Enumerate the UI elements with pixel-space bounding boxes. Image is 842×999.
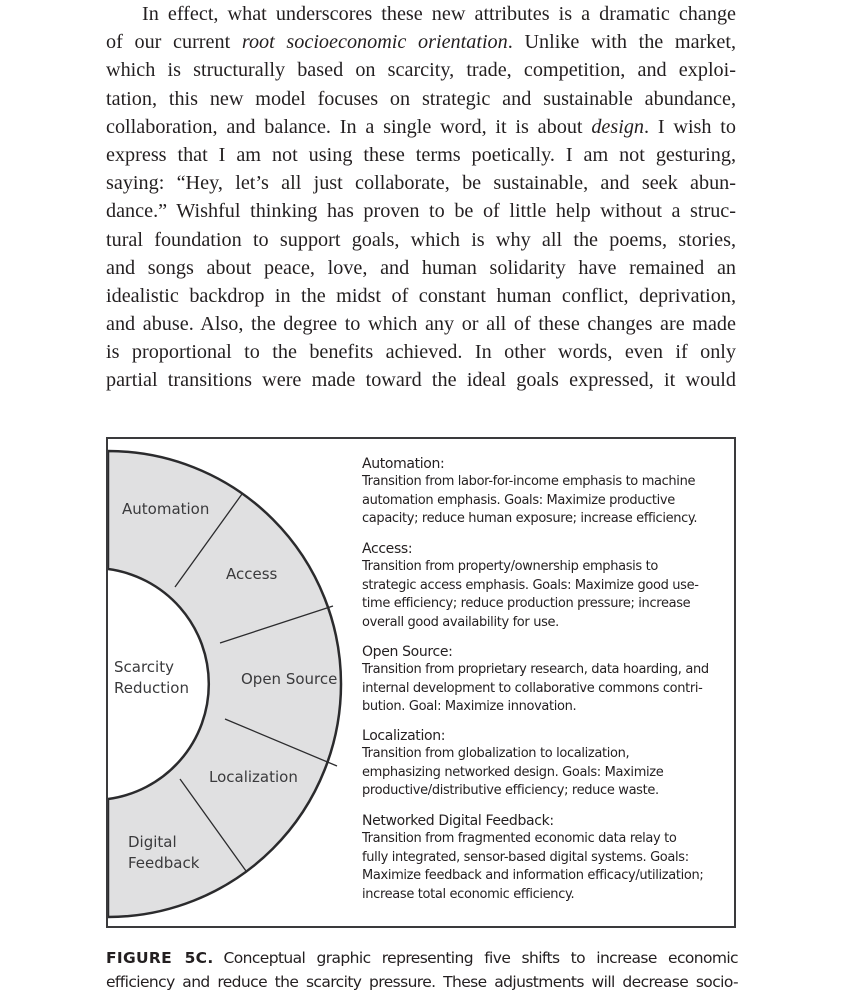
center-label-scarcity-reduction xyxy=(114,657,189,698)
text-run: . Unlike with the market, xyxy=(507,31,736,54)
figure-number: FIGURE 5C. xyxy=(106,949,214,967)
description-networked-digital-feedback xyxy=(362,812,732,904)
text-run: and abuse. Also, the degree to which any or all of these changes are made xyxy=(106,313,736,336)
description-title: Access: xyxy=(362,541,413,557)
paragraph-line xyxy=(106,338,736,366)
text-run: is proportional to the benefits achieved. In other words, even if only xyxy=(106,341,736,364)
paragraph-line xyxy=(106,141,736,169)
text-run: which is structurally based on scarcity, trade, competition, and exploi- xyxy=(106,59,736,82)
description-title: Networked Digital Feedback: xyxy=(362,813,554,829)
text-run: collaboration, and balance. In a single word, it is about xyxy=(106,115,592,138)
description-access xyxy=(362,540,732,632)
description-title: Open Source: xyxy=(362,644,453,660)
description-line: strategic access emphasis. Goals: Maximize good use- xyxy=(362,577,699,593)
description-line: Transition from globalization to localization, xyxy=(362,746,630,761)
segment-label-digital-feedback xyxy=(128,832,199,873)
description-line: Transition from fragmented economic data relay to xyxy=(362,831,677,846)
description-line: automation emphasis. Goals: Maximize productive xyxy=(362,492,675,508)
paragraph-line xyxy=(106,169,736,197)
paragraph-line xyxy=(106,310,736,338)
segment-label-access: Access xyxy=(226,565,278,583)
description-line: increase total economic efficiency. xyxy=(362,886,575,902)
description-line: capacity; reduce human exposure; increase efficiency. xyxy=(362,511,698,526)
center-label-line: Scarcity xyxy=(114,658,174,676)
segment-label-line: Digital xyxy=(128,833,177,851)
paragraph-line xyxy=(106,113,736,141)
text-run: saying: “Hey, let’s all just collaborate, be sustainable, and seek abun- xyxy=(106,172,736,195)
text-run: partial transitions were made toward the ideal goals expressed, it would xyxy=(106,369,736,392)
description-line: fully integrated, sensor-based digital systems. Goals: xyxy=(362,849,689,865)
segment-label-line: Feedback xyxy=(128,854,200,872)
description-line: Transition from property/ownership emphasis to xyxy=(362,559,658,574)
caption-line-2: efficiency and reduce the scarcity pressure. These adjustments will decrease socio- xyxy=(106,973,738,991)
caption-line-1 xyxy=(106,946,738,970)
text-run: idealistic backdrop in the midst of constant human conflict, deprivation, xyxy=(106,284,736,307)
text-run: and songs about peace, love, and human solidarity have remained an xyxy=(106,256,736,279)
text-run: of our current xyxy=(106,31,242,54)
paragraph-line xyxy=(106,197,736,225)
description-line: productive/distributive efficiency; reduce waste. xyxy=(362,783,659,798)
paragraph-line xyxy=(106,28,736,56)
description-line: bution. Goal: Maximize innovation. xyxy=(362,699,577,714)
description-title: Localization: xyxy=(362,728,446,744)
paragraph-line xyxy=(106,226,736,254)
paragraph-line xyxy=(106,282,736,310)
paragraph-line xyxy=(106,366,736,394)
segment-label-open-source: Open Source xyxy=(241,670,338,688)
figure-5c-frame xyxy=(106,437,736,928)
segment-label-automation: Automation xyxy=(122,500,210,518)
paragraph-line xyxy=(106,85,736,113)
description-line: internal development to collaborative commons contri- xyxy=(362,680,703,696)
paragraph-line xyxy=(106,0,736,28)
description-open-source xyxy=(362,643,732,717)
description-title: Automation: xyxy=(362,456,445,472)
description-localization xyxy=(362,727,732,801)
description-line: Maximize feedback and information efficacy/utilization; xyxy=(362,868,704,883)
text-run: In effect, what underscores these new attributes is a dramatic change xyxy=(142,3,736,25)
emphasis-text: design xyxy=(591,115,645,138)
text-run: express that I am not using these terms poetically. I am not gesturing, xyxy=(106,143,736,166)
description-line: Transition from proprietary research, data hoarding, and xyxy=(362,662,709,677)
figure-caption xyxy=(106,946,738,994)
paragraph-line xyxy=(106,56,736,84)
caption-text: Conceptual graphic representing five shifts to increase economic xyxy=(223,949,738,967)
description-automation xyxy=(362,455,732,529)
text-run: tation, this new model focuses on strategic and sustainable abundance, xyxy=(106,87,736,110)
text-run: . I wish to xyxy=(644,115,736,138)
center-label-line: Reduction xyxy=(114,679,189,697)
paragraph-line xyxy=(106,254,736,282)
description-line: overall good availability for use. xyxy=(362,614,559,630)
text-run: dance.” Wishful thinking has proven to be of little help without a struc- xyxy=(106,200,736,223)
text-run: tural foundation to support goals, which is why all the poems, stories, xyxy=(106,228,736,251)
segment-label-localization: Localization xyxy=(209,768,298,786)
body-paragraph xyxy=(106,0,736,395)
description-line: emphasizing networked design. Goals: Maximize xyxy=(362,764,664,780)
emphasis-text: root socioeconomic orientation xyxy=(241,31,508,54)
description-line: time efficiency; reduce production pressure; increase xyxy=(362,596,691,611)
description-line: Transition from labor-for-income emphasis to machine xyxy=(362,474,696,489)
